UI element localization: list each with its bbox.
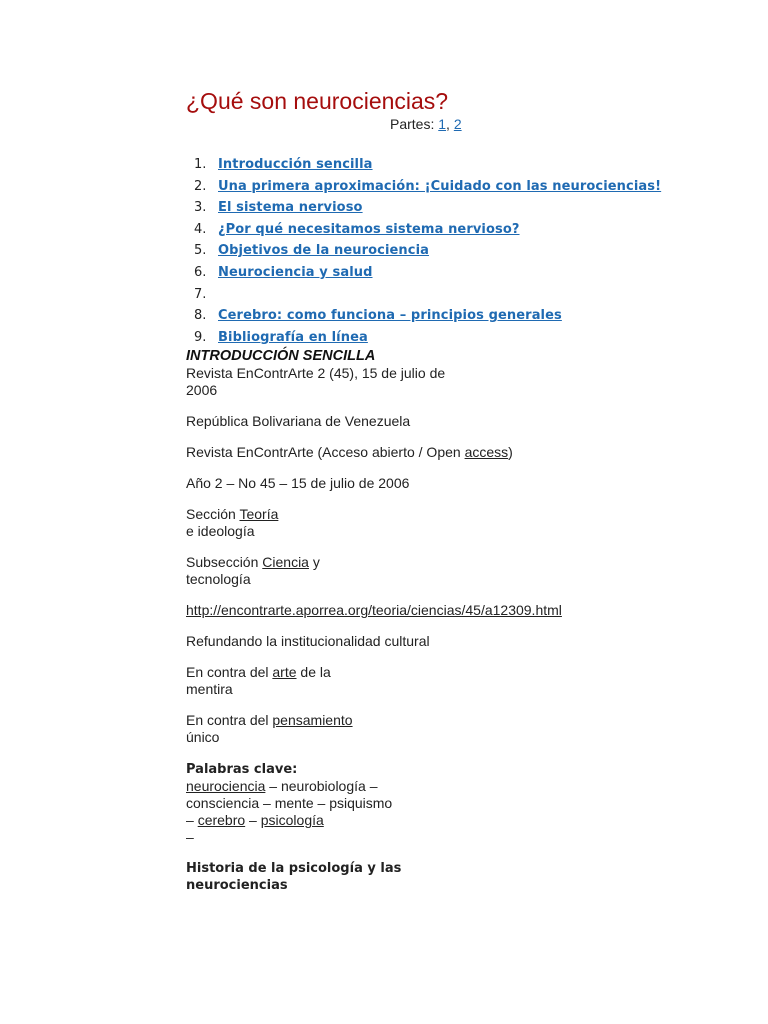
ciencia-link[interactable]: Ciencia [262,554,309,571]
toc-item [186,240,686,262]
subseccion-text [186,554,686,588]
subseccion-post: tecnología [186,571,251,588]
toc-link-por-que[interactable]: ¿Por qué necesitamos sistema nervioso? [218,221,520,237]
contra-pensamiento-text [186,712,686,746]
acceso-pre: Revista EnContrArte (Acceso abierto / Open [186,444,465,461]
revista-line [186,365,686,399]
page-title: ¿Qué son neurociencias? [186,88,449,114]
historia-line1: Historia de la psicología y las [186,861,402,877]
toc-item [186,305,686,327]
partes-label: Partes: [390,116,435,132]
kw-line4: – [186,829,194,846]
toc-number: 4. [194,221,207,237]
kw-dash1: – [186,812,198,829]
toc-link-objetivos[interactable]: Objetivos de la neurociencia [218,243,430,259]
revista-line-2: 2006 [186,382,218,399]
historia-heading [186,860,686,894]
acceso-text [186,444,686,461]
toc-link-cerebro[interactable]: Cerebro: como funciona – principios generales [218,308,562,324]
contra2-pre: En contra del [186,712,273,729]
republica-text: República Bolivariana de Venezuela [186,413,411,430]
neurociencia-link[interactable]: neurociencia [186,778,266,795]
toc-number: 3. [194,200,207,216]
document-page [186,86,686,894]
cerebro-link[interactable]: cerebro [197,812,246,829]
toc-item [186,284,686,306]
kw-line1-rest: – neurobiología – [265,778,378,795]
table-of-contents [186,154,686,348]
toc-number: 1. [194,157,207,172]
refundando-text: Refundando la institucionalidad cultural [186,633,430,650]
toc-number: 6. [194,264,207,280]
url-text [186,602,686,619]
ano-text: Año 2 – No 45 – 15 de julio de 2006 [186,475,410,492]
keywords-block [186,760,686,846]
revista-line-1: Revista EnContrArte 2 (45), 15 de julio de [186,365,446,382]
partes-separator: , [446,116,450,132]
psicologia-link[interactable]: psicología [260,812,324,829]
toc-link-introduccion[interactable]: Introducción sencilla [218,157,373,172]
contra1-pre: En contra del [186,664,273,681]
toc-item [186,327,686,349]
toc-item [186,176,686,198]
contra-arte-text [186,664,686,698]
toc-number: 5. [194,243,207,259]
toc-link-aproximacion[interactable]: Una primera aproximación: ¡Cuidado con las neurociencias! [218,178,662,194]
intro-heading: INTRODUCCIÓN SENCILLA [186,348,376,365]
acceso-post: ) [508,444,513,461]
toc-item [186,197,686,219]
contra1-post: de la [296,664,331,681]
toc-link-bibliografia[interactable]: Bibliografía en línea [218,329,368,345]
kw-line2: consciencia – mente – psiquismo [186,795,393,812]
kw-dash2: – [245,812,261,829]
toc-number: 8. [194,308,207,324]
seccion-pre: Sección [186,506,240,523]
partes-link-1[interactable]: 1 [438,116,447,132]
toc-number: 2. [194,178,207,194]
toc-item [186,219,686,241]
contra2-line2: único [186,729,220,746]
partes-nav [390,116,686,132]
source-url-link[interactable]: http://encontrarte.aporrea.org/teoria/ciencias/45/a12309.html [186,602,562,619]
subseccion-mid: y [308,554,320,571]
access-link[interactable]: access [464,444,509,461]
toc-item [186,262,686,284]
subseccion-pre: Subsección [186,554,263,571]
arte-link[interactable]: arte [272,664,297,681]
toc-link-salud[interactable]: Neurociencia y salud [218,264,373,280]
teoria-link[interactable]: Teoría [239,506,279,523]
toc-number: 9. [194,329,207,345]
historia-line2: neurociencias [186,878,288,894]
pensamiento-link[interactable]: pensamiento [272,712,353,729]
seccion-post: e ideología [186,523,255,540]
keywords-label: Palabras clave: [186,762,298,778]
toc-item [186,154,686,176]
seccion-text [186,506,686,540]
contra1-line2: mentira [186,681,233,698]
toc-number: 7. [194,286,207,302]
partes-link-2[interactable]: 2 [453,116,462,132]
toc-link-sistema-nervioso[interactable]: El sistema nervioso [218,200,363,216]
